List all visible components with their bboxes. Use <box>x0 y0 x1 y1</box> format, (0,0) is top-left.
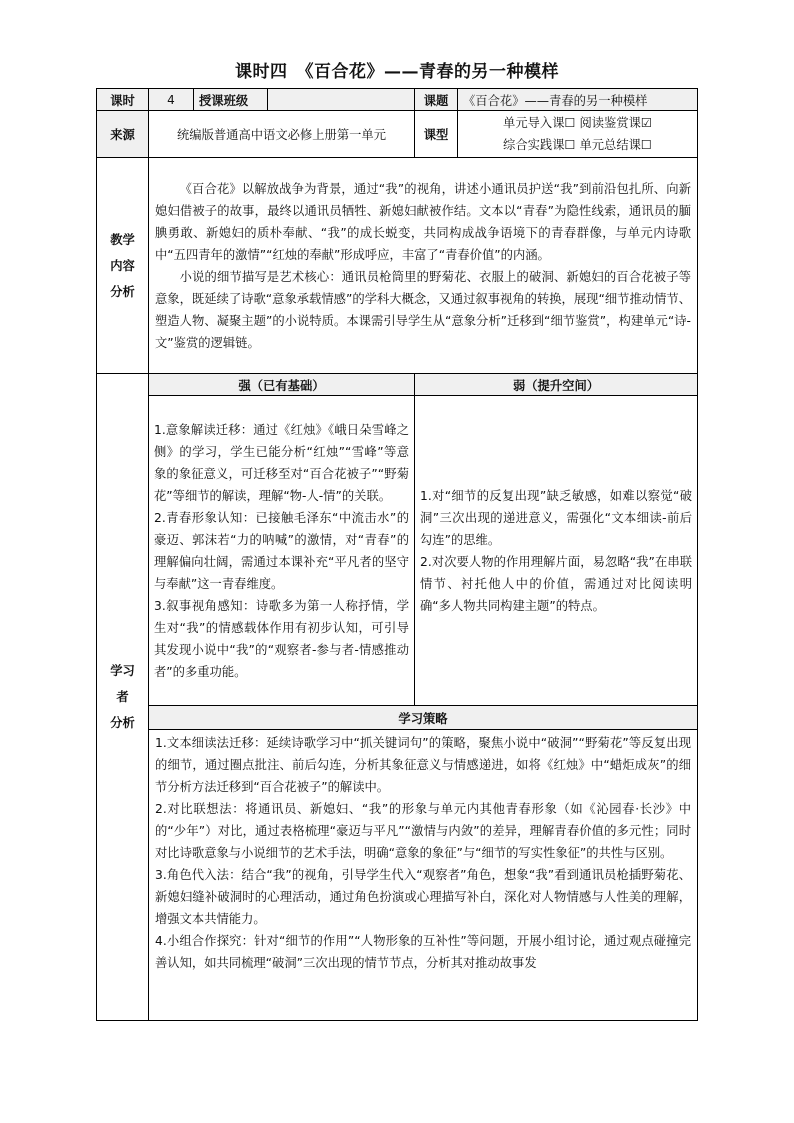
page-title: 课时四 《百合花》——青春的另一种模样 <box>235 62 559 82</box>
strategy-items-cell <box>149 730 698 1021</box>
content-analysis-label: 教学 内容 分析 <box>97 158 149 374</box>
analysis-paragraph: 小说的细节描写是艺术核心：通讯员枪筒里的野菊花、衣服上的破洞、新媳妇的百合花被子等意象，既延续了诗歌“意象承载情感”的学科大概念，又通过叙事视角的转换，展现“细节推动情节、塑造人物、凝聚主题”的小说特质。本课需引导学生从“意象分析”迁移到“细节鉴赏”，构建单元“诗-文”鉴赏的逻辑链。 <box>155 269 691 350</box>
strategy-header-row <box>97 706 698 730</box>
learner-header-row <box>97 374 698 396</box>
strong-weak-row <box>97 396 698 706</box>
type-options <box>458 111 698 158</box>
analysis-paragraph: 《百合花》以解放战争为背景，通过“我”的视角，讲述小通讯员护送“我”到前沿包扎所、向新媳妇借被子的故事，最终以通讯员牺牲、新媳妇献被作结。文本以“青春”为隐性线索，通讯员的腼腆勇敢、新媳妇的质朴奉献、“我”的成长蜕变，共同构成战争语境下的青春群像，与单元内诗歌中“五四青年的激情”“红烛的奉献”形成呼应，丰富了“青春价值”的内涵。 <box>155 181 691 262</box>
class-label: 授课班级 <box>194 89 268 111</box>
strategy-item: 4.小组合作探究：针对“细节的作用”“人物形象的互补性”等问题，开展小组讨论，通过观点碰撞完善认知，如共同梳理“破洞”三次出现的情节节点，分析其对推动故事发 <box>155 934 691 970</box>
content-analysis-row <box>97 158 698 374</box>
strategy-item: 1.文本细读法迁移：延续诗歌学习中“抓关键词句”的策略，聚焦小说中“破洞”“野菊花”等反复出现的细节，通过圈点批注、前后勾连，分析其象征意义与情感递进，如将《红烛》中“蜡炬成灰”的细节分析方法迁移到“百合花被子”的解读中。 <box>155 736 691 794</box>
strategy-row <box>97 730 698 1021</box>
strategy-header: 学习策略 <box>149 706 698 730</box>
header-row-2 <box>97 111 698 158</box>
weak-header: 弱（提升空间） <box>415 374 698 396</box>
source-value: 统编版普通高中语文必修上册第一单元 <box>149 111 415 158</box>
type-options-line-1: 单元导入课☐ 阅读鉴赏课☑ <box>503 116 652 130</box>
source-label: 来源 <box>97 111 149 158</box>
weak-item: 2.对次要人物的作用理解片面，易忽略“我”在串联情节、衬托他人中的价值，需通过对比阅读明确“多人物共同构建主题”的特点。 <box>420 554 692 613</box>
strong-items-cell <box>149 396 415 706</box>
strong-item: 1.意象解读迁移：通过《红烛》《峨日朵雪峰之侧》的学习，学生已能分析“红烛”“雪峰”等意象的象征意义，可迁移至对“百合花被子”“野菊花”等细节的解读，理解“物-人-情”的关联。 <box>154 422 409 503</box>
lesson-label: 课时 <box>97 89 149 111</box>
strong-item: 2.青春形象认知：已接触毛泽东“中流击水”的豪迈、郭沫若“力的呐喊”的激情，对“青春”的理解偏向壮阔，需通过本课补充“平凡者的坚守与奉献”这一青春维度。 <box>154 510 409 591</box>
type-label: 课型 <box>415 111 458 158</box>
type-options-line-2: 综合实践课☐ 单元总结课☐ <box>503 138 652 152</box>
strategy-item: 2.对比联想法：将通讯员、新媳妇、“我”的形象与单元内其他青春形象（如《沁园春·长沙》中的“少年”）对比，通过表格梳理“豪迈与平凡”“激情与内敛”的差异，理解青春价值的多元性；同时对比诗歌意象与小说细节的艺术手法，明确“意象的象征”与“细节的写实性象征”的共性与区别。 <box>155 802 691 860</box>
weak-items-cell <box>415 396 698 706</box>
topic-label: 课题 <box>415 89 458 111</box>
topic-value: 《百合花》——青春的另一种模样 <box>458 89 698 111</box>
strong-header: 强（已有基础） <box>149 374 415 396</box>
learner-analysis-label: 学习 者 分析 <box>97 374 149 1021</box>
strong-item: 3.叙事视角感知：诗歌多为第一人称抒情，学生对“我”的情感载体作用有初步认知，可引导其发现小说中“我”的“观察者-参与者-情感推动者”的多重功能。 <box>154 598 409 679</box>
lesson-plan-table <box>96 88 698 1021</box>
header-row-1 <box>97 89 698 111</box>
weak-item: 1.对“细节的反复出现”缺乏敏感，如难以察觉“破洞”三次出现的递进意义，需强化“文本细读-前后勾连”的思维。 <box>420 488 692 547</box>
strategy-item: 3.角色代入法：结合“我”的视角，引导学生代入“观察者”角色，想象“我”看到通讯员枪插野菊花、新媳妇缝补破洞时的心理活动，通过角色扮演或心理描写补白，深化对人物情感与人性美的理解，增强文本共情能力。 <box>155 868 691 926</box>
class-value <box>268 89 415 111</box>
content-analysis-text <box>149 158 698 374</box>
lesson-value: 4 <box>149 89 194 111</box>
